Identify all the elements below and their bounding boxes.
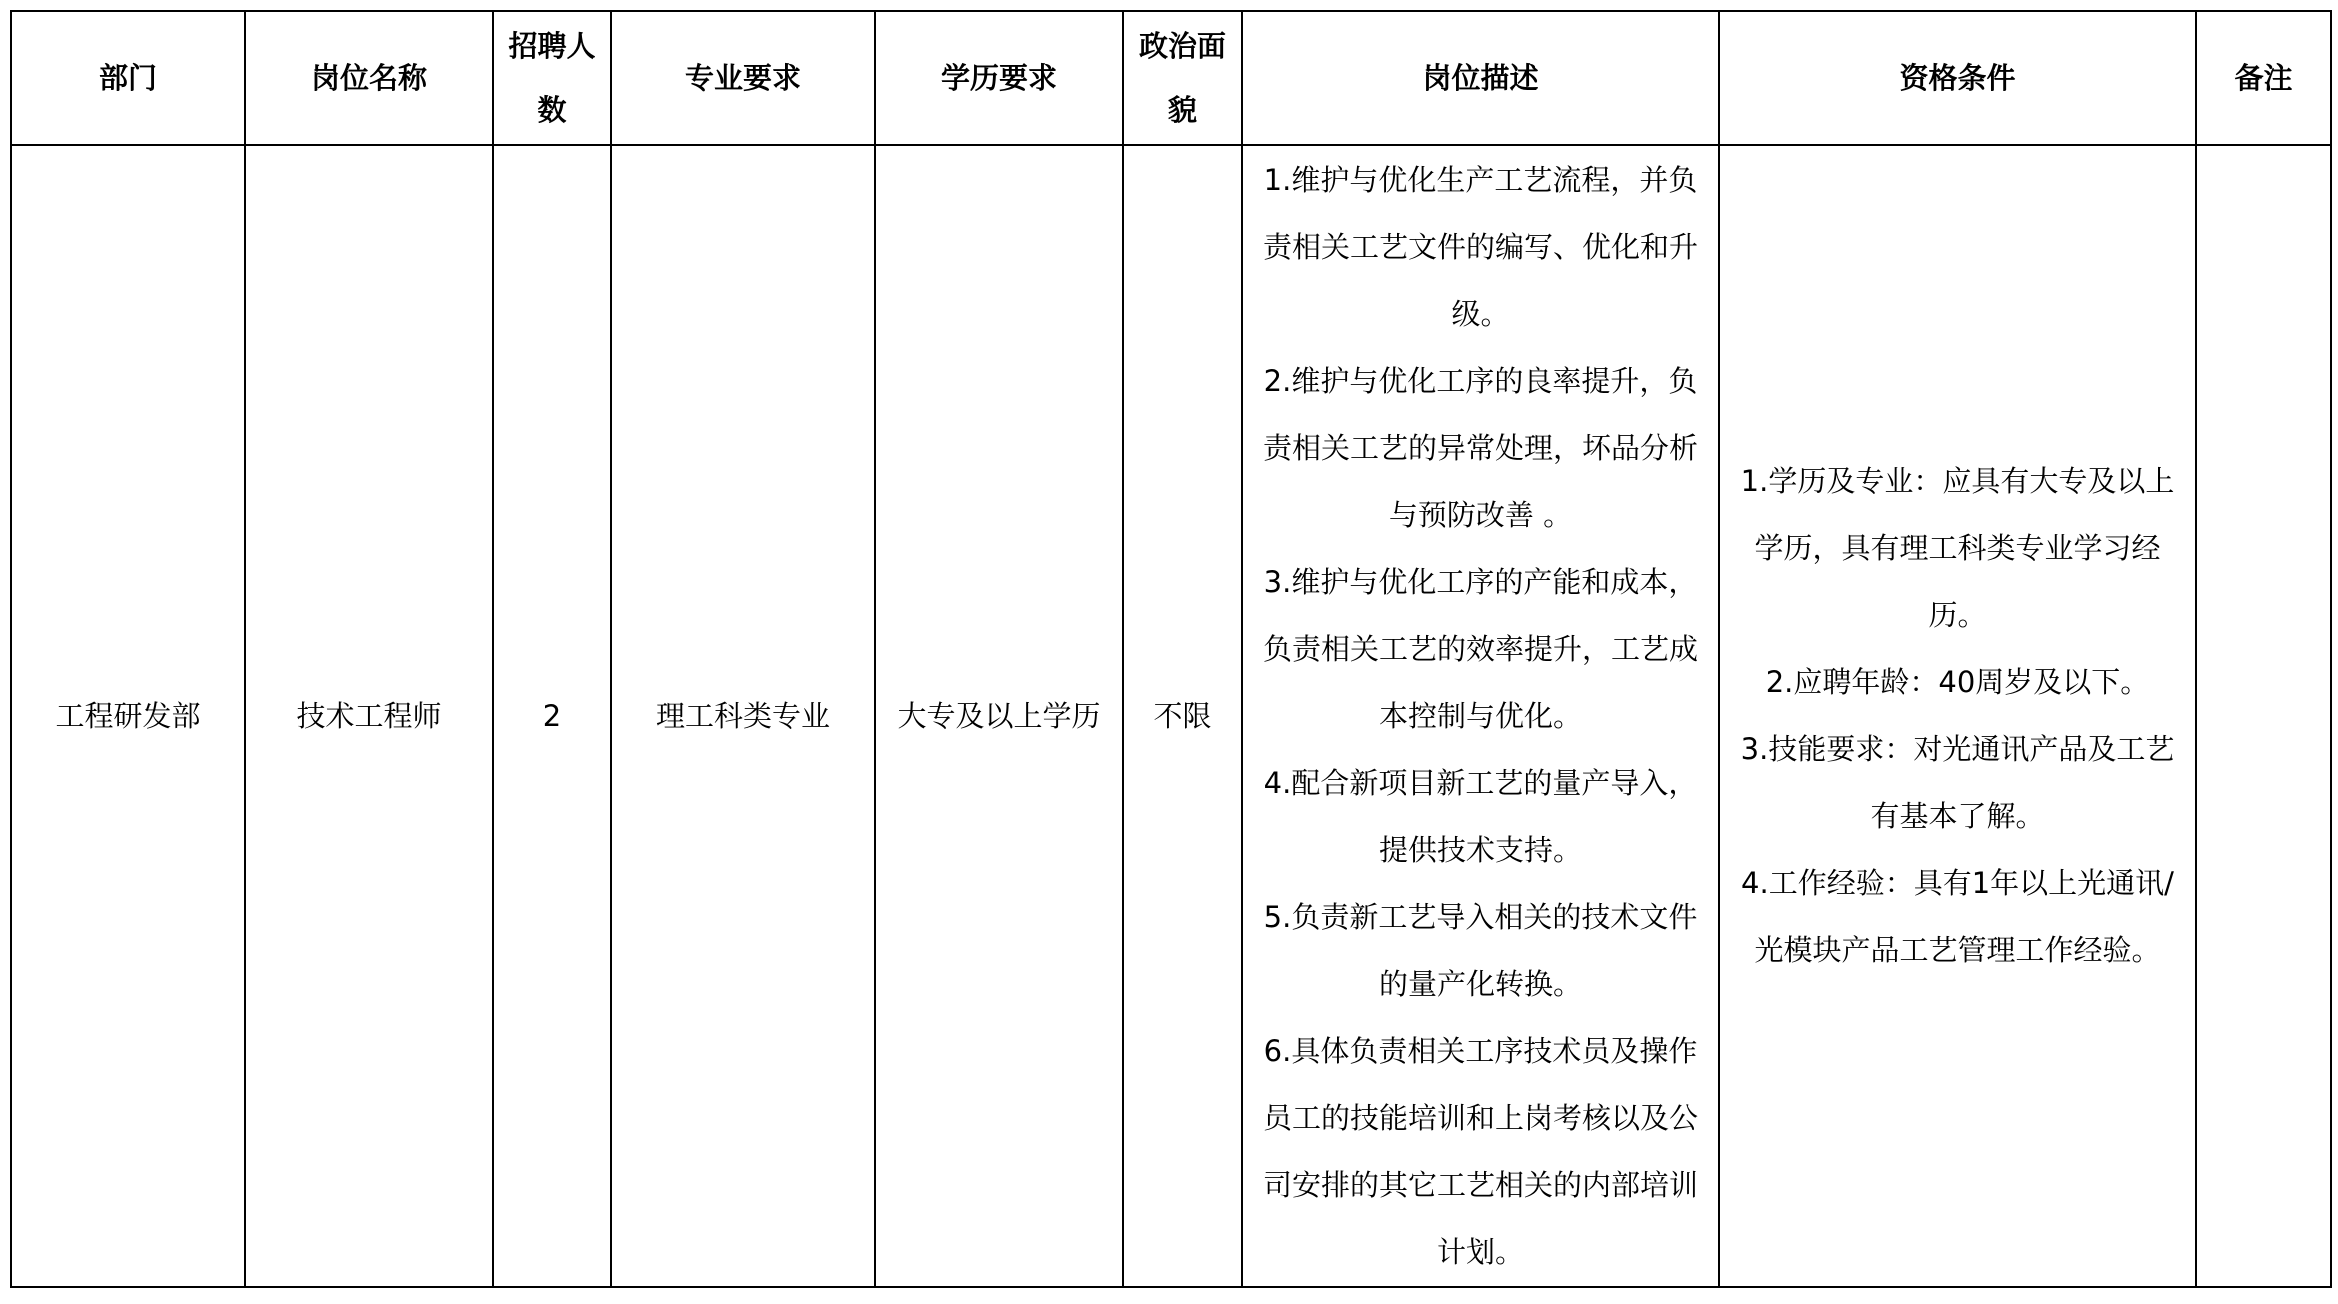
description-item: 1.维护与优化生产工艺流程，并负责相关工艺文件的编写、优化和升级。 [1262,162,1698,331]
cell-description [1242,145,1719,1287]
header-remarks: 备注 [2196,11,2331,145]
cell-count: 2 [493,145,611,1287]
cell-dept: 工程研发部 [11,145,245,1287]
qualification-item: 2.应聘年龄：40周岁及以下。 [1765,665,2150,699]
job-table [10,10,2332,1288]
description-item: 3.维护与优化工序的产能和成本，负责相关工艺的效率提升，工艺成本控制与优化。 [1262,564,1698,733]
header-major: 专业要求 [611,11,875,145]
cell-political: 不限 [1123,145,1242,1287]
qualification-item: 4.工作经验：具有1年以上光通讯/光模块产品工艺管理工作经验。 [1741,866,2174,967]
cell-major: 理工科类专业 [611,145,875,1287]
table-row [11,145,2331,1287]
header-row [11,11,2331,145]
cell-education: 大专及以上学历 [875,145,1123,1287]
qualification-item: 1.学历及专业：应具有大专及以上学历，具有理工科类专业学习经历。 [1740,464,2175,632]
header-position: 岗位名称 [245,11,493,145]
description-item: 2.维护与优化工序的良率提升，负责相关工艺的异常处理，坏品分析与预防改善 。 [1262,363,1698,532]
description-item: 6.具体负责相关工序技术员及操作员工的技能培训和上岗考核以及公司安排的其它工艺相关的内部培训计划。 [1262,1033,1698,1269]
description-item: 4.配合新项目新工艺的量产导入，提供技术支持。 [1263,765,1698,867]
description-item: 5.负责新工艺导入相关的技术文件的量产化转换。 [1263,899,1698,1001]
cell-remarks [2196,145,2331,1287]
cell-qualifications [1719,145,2196,1287]
header-education: 学历要求 [875,11,1123,145]
header-qualifications: 资格条件 [1719,11,2196,145]
header-political: 政治面貌 [1123,11,1242,145]
header-count: 招聘人数 [493,11,611,145]
qualification-item: 3.技能要求：对光通讯产品及工艺有基本了解。 [1740,732,2175,833]
header-dept: 部门 [11,11,245,145]
cell-position: 技术工程师 [245,145,493,1287]
header-description: 岗位描述 [1242,11,1719,145]
